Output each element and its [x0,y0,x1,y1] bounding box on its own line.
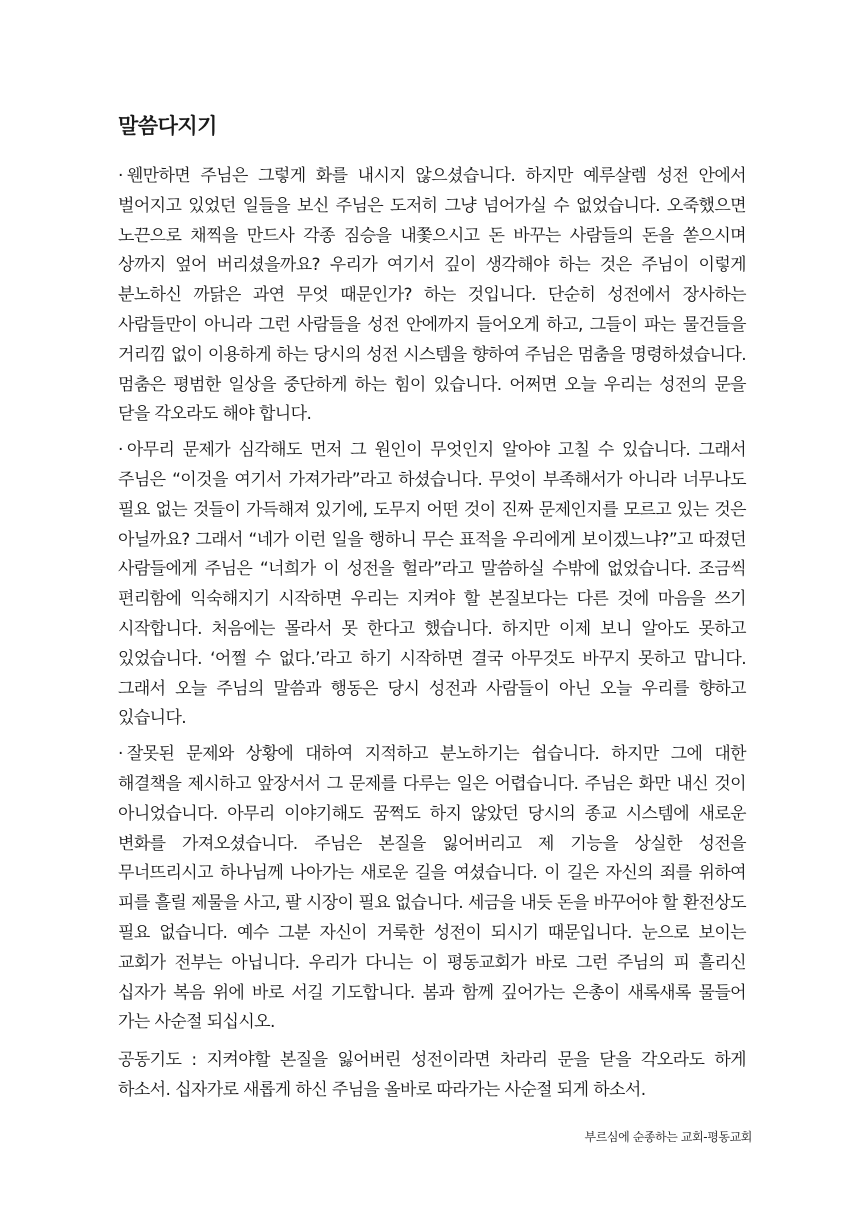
paragraph-3 [118,740,746,1038]
paragraph-1-text: 웬만하면 주님은 그렇게 화를 내시지 않으셨습니다. 하지만 예루살렘 성전 안에서 벌어지고 있었던 일들을 보신 주님은 도저히 그냥 넘어가실 수 없었습니다. 오죽했으면 노끈으로 채찍을 만드사 각종 짐승을 내쫓으시고 돈 바꾸는 사람들의 돈을 쏟으시며 상까지 엎어 버리셨을까요? 우리가 여기서 깊이 생각해야 하는 것은 주님이 이렇게 분노하신 까닭은 과연 무엇 때문인가? 하는 것입니다. 단순히 성전에서 장사하는 사람들만이 아니라 그런 사람들을 성전 안에까지 들어오게 하고, 그들이 파는 물건들을 거리낌 없이 이용하게 하는 당시의 성전 시스템을 향하여 주님은 멈춤을 명령하셨습니다. 멈춤은 평범한 일상을 중단하게 하는 힘이 있습니다. 어쩌면 오늘 우리는 성전의 문을 닫을 각오라도 해야 합니다. [118,166,746,425]
devotional-page [118,112,746,1106]
paragraph-2 [118,436,746,734]
paragraph-2-text: 아무리 문제가 심각해도 먼저 그 원인이 무엇인지 알아야 고칠 수 있습니다. 그래서 주님은 “이것을 여기서 가져가라”라고 하셨습니다. 무엇이 부족해서가 아니라 너무나도 필요 없는 것들이 가득해져 있기에, 도무지 어떤 것이 진짜 문제인지를 모르고 있는 것은 아닐까요? 그래서 “네가 이런 일을 행하니 무슨 표적을 우리에게 보이겠느냐?”고 따졌던 사람들에게 주님은 “너희가 이 성전을 헐라”라고 말씀하실 수밖에 없었습니다. 조금씩 편리함에 익숙해지기 시작하면 우리는 지켜야 할 본질보다는 다른 것에 마음을 쓰기 시작합니다. 처음에는 몰라서 못 한다고 했습니다. 하지만 이제 보니 알아도 못하고 있었습니다. ‘어쩔 수 없다.’라고 하기 시작하면 결국 아무것도 바꾸지 못하고 맙니다. 그래서 오늘 주님의 말씀과 행동은 당시 성전과 사람들이 아닌 오늘 우리를 향하고 있습니다. [118,440,746,729]
bullet-marker: · [118,166,123,186]
common-prayer: 공동기도 : 지켜야할 본질을 잃어버린 성전이라면 차라리 문을 닫을 각오라도 하게 하소서. 십자가로 새롭게 하신 주님을 올바로 따라가는 사순절 되게 하소서. [118,1050,746,1100]
paragraph-1 [118,162,746,430]
bullet-marker: · [118,440,123,461]
footer-church-name: 부르심에 순종하는 교회-평동교회 [584,1130,752,1144]
page-title: 말씀다지기 [118,114,217,138]
bullet-marker: · [118,744,123,765]
paragraph-3-text: 잘못된 문제와 상황에 대하여 지적하고 분노하기는 쉽습니다. 하지만 그에 대한 해결책을 제시하고 앞장서서 그 문제를 다루는 일은 어렵습니다. 주님은 화만 내신 것이 아니었습니다. 아무리 이야기해도 꿈쩍도 하지 않았던 당시의 종교 시스템에 새로운 변화를 가져오셨습니다. 주님은 본질을 잃어버리고 제 기능을 상실한 성전을 무너뜨리시고 하나님께 나아가는 새로운 길을 여셨습니다. 이 길은 자신의 죄를 위하여 피를 흘릴 제물을 사고, 팔 시장이 필요 없습니다. 세금을 내듯 돈을 바꾸어야 할 환전상도 필요 없습니다. 예수 그분 자신이 거룩한 성전이 되시기 때문입니다. 눈으로 보이는 교회가 전부는 아닙니다. 우리가 다니는 이 평동교회가 바로 그런 주님의 피 흘리신 십자가 복음 위에 바로 서길 기도합니다. 봄과 함께 깊어가는 은총이 새록새록 물들어 가는 사순절 되십시오. [118,744,746,1033]
